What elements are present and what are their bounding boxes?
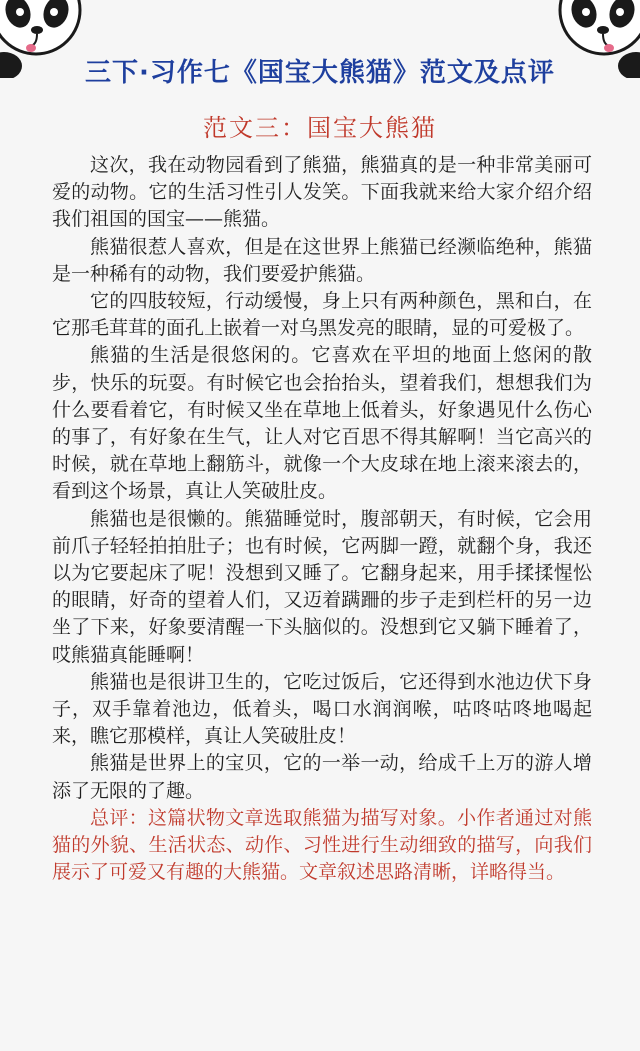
essay-body [52,152,592,886]
essay-paragraph: 熊猫很惹人喜欢，但是在这世界上熊猫已经濒临绝种，熊猫是一种稀有的动物，我们要爱护熊猫。 [52,235,592,285]
essay-paragraph: 这次，我在动物园看到了熊猫，熊猫真的是一种非常美丽可爱的动物。它的生活习性引人发笑。下面我就来给大家介绍介绍我们祖国的国宝——熊猫。 [52,154,592,231]
essay-title: 范文三：国宝大熊猫 [203,114,437,142]
review-comment: 总评：这篇状物文章选取熊猫为描写对象。小作者通过对熊猫的外貌、生活状态、动作、习性进行生动细致的描写，向我们展示了可爱又有趣的大熊猫。文章叙述思路清晰，详略得当。 [52,806,592,884]
essay-paragraph: 熊猫也是很讲卫生的，它吃过饭后，它还得到水池边伏下身子，双手靠着池边，低着头，喝口水润润喉，咕咚咕咚地喝起来，瞧它那模样，真让人笑破肚皮！ [52,670,592,748]
essay-paragraph: 熊猫是世界上的宝贝，它的一举一动，给成千上万的游人增添了无限的了趣。 [52,752,592,802]
page-title: 三下·习作七《国宝大熊猫》范文及点评 [85,58,555,88]
essay-paragraph: 熊猫也是很懒的。熊猫睡觉时，腹部朝天，有时候，它会用前爪子轻轻拍拍肚子；也有时候，它两脚一蹬，就翻个身，我还以为它要起床了呢！没想到又睡了。它翻身起来，用手揉揉惺忪的眼睛，好奇的望着人们，又迈着蹒跚的步子走到栏杆的另一边坐了下来，好象要清醒一下头脑似的。没想到它又躺下睡着了，哎熊猫真能睡啊！ [52,507,592,666]
essay-paragraph: 熊猫的生活是很悠闲的。它喜欢在平坦的地面上悠闲的散步，快乐的玩耍。有时候它也会抬抬头，望着我们，想想我们为什么要看着它，有时候又坐在草地上低着头，好象遇见什么伤心的事了，有好象在生气，让人对它百思不得其解啊！当它高兴的时候，就在草地上翻筋斗，就像一个大皮球在地上滚来滚去的，看到这个场景，真让人笑破肚皮。 [52,344,592,503]
essay-paragraph: 它的四肢较短，行动缓慢，身上只有两种颜色，黑和白，在它那毛茸茸的面孔上嵌着一对乌黑发亮的眼睛，显的可爱极了。 [52,290,592,340]
